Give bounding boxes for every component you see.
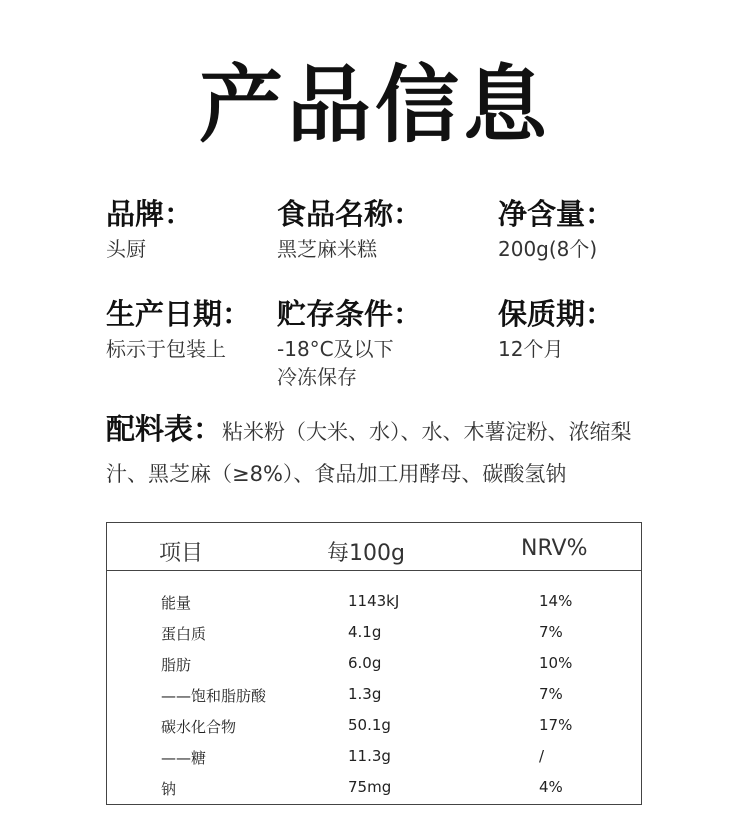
product-name-value: 黑芝麻米糕 <box>277 237 377 261</box>
production-date-value: 标示于包装上 <box>106 337 226 361</box>
storage-value-line1: -18°C及以下 <box>277 337 394 361</box>
row-per100g: 75mg <box>348 778 392 796</box>
product-name-label: 食品名称： <box>277 197 423 231</box>
table-row <box>107 741 641 772</box>
table-row <box>107 710 641 741</box>
row-nrv: / <box>539 747 545 765</box>
table-row <box>107 648 641 679</box>
table-row <box>107 617 641 648</box>
row-per100g: 1143kJ <box>348 592 400 610</box>
ingredients-block <box>106 408 666 495</box>
row-item: 碳水化合物 <box>161 718 237 736</box>
field-shelf-life <box>498 295 614 363</box>
header-item: 项目 <box>159 541 204 566</box>
ingredients-label: 配料表： <box>106 412 223 446</box>
row-item: 钠 <box>161 780 177 798</box>
row-nrv: 4% <box>539 778 563 796</box>
row-per100g: 11.3g <box>348 747 391 765</box>
header-nrv: NRV% <box>521 536 588 561</box>
net-weight-label: 净含量： <box>498 197 615 231</box>
row-item: ——糖 <box>161 749 207 767</box>
field-brand <box>106 195 193 263</box>
row-per100g: 4.1g <box>348 623 382 641</box>
row-item: 能量 <box>161 594 192 612</box>
storage-label: 贮存条件： <box>277 297 423 331</box>
shelf-life-label: 保质期： <box>498 297 615 331</box>
row-item: 蛋白质 <box>161 625 207 643</box>
table-row <box>107 679 641 710</box>
net-weight-value: 200g(8个) <box>498 237 598 261</box>
header-per100g: 每100g <box>327 541 405 566</box>
shelf-life-value: 12个月 <box>498 337 564 361</box>
nutrition-header <box>107 523 641 571</box>
table-row <box>107 586 641 617</box>
production-date-label: 生产日期： <box>106 297 252 331</box>
storage-value-line2: 冷冻保存 <box>277 365 357 389</box>
row-per100g: 6.0g <box>348 654 382 672</box>
field-production-date <box>106 295 251 363</box>
brand-value: 头厨 <box>106 237 146 261</box>
ingredients-text: 粘米粉（大米、水）、水、木薯淀粉、浓缩梨汁、黑芝麻（≥8%）、食品加工用酵母、碳酸氢钠 <box>106 420 632 486</box>
table-row <box>107 772 641 803</box>
row-nrv: 7% <box>539 685 563 703</box>
row-item: 脂肪 <box>161 656 192 674</box>
row-per100g: 1.3g <box>348 685 382 703</box>
row-per100g: 50.1g <box>348 716 391 734</box>
nutrition-table <box>106 522 642 805</box>
brand-label: 品牌： <box>106 197 194 231</box>
row-nrv: 7% <box>539 623 563 641</box>
row-nrv: 10% <box>539 654 573 672</box>
field-product-name <box>277 195 422 263</box>
row-nrv: 17% <box>539 716 573 734</box>
field-storage <box>277 295 422 391</box>
row-item: ——饱和脂肪酸 <box>161 687 267 705</box>
page-title: 产品信息 <box>198 56 551 154</box>
row-nrv: 14% <box>539 592 573 610</box>
field-net-weight <box>498 195 614 263</box>
